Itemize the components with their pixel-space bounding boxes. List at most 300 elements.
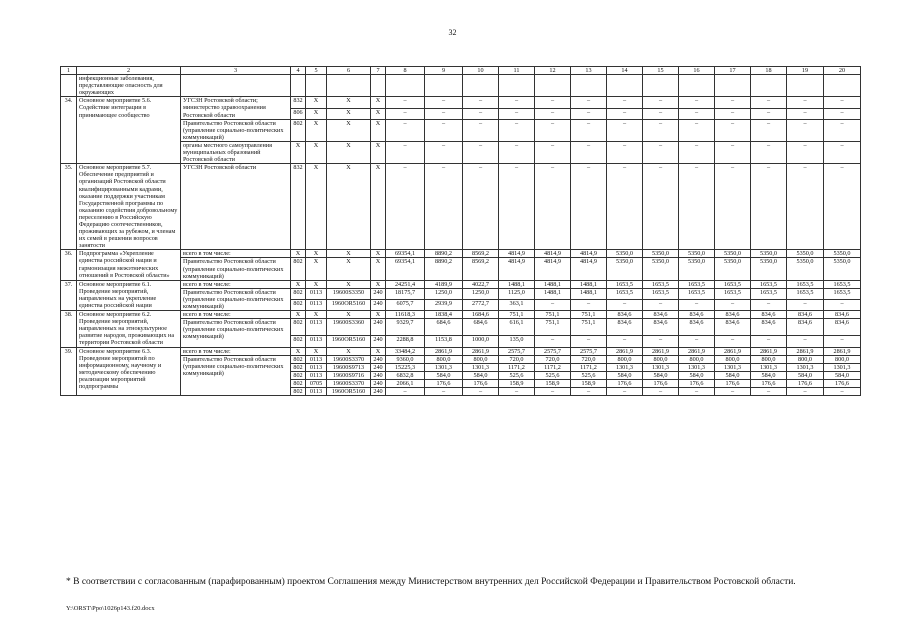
empty-cell <box>386 75 425 97</box>
value-cell: 15225,3 <box>386 363 425 371</box>
value-cell: 800,0 <box>679 355 715 363</box>
value-cell: Х <box>306 97 327 108</box>
value-cell: – <box>643 108 679 119</box>
value-cell: 2772,7 <box>463 299 499 310</box>
value-cell: 176,6 <box>787 379 824 387</box>
value-cell: 240 <box>371 379 386 387</box>
value-cell: – <box>787 299 824 310</box>
value-cell: 684,6 <box>463 319 499 336</box>
value-cell: 5350,0 <box>643 258 679 280</box>
value-cell: – <box>751 97 787 108</box>
value-cell: 1653,5 <box>643 280 679 288</box>
value-cell: 5350,0 <box>715 250 751 258</box>
value-cell: Х <box>306 164 327 250</box>
value-cell: 751,1 <box>535 319 571 336</box>
value-cell: – <box>425 119 463 141</box>
value-cell: Х <box>306 311 327 319</box>
value-cell: – <box>787 388 824 396</box>
row-number: 39. <box>61 347 77 396</box>
executor: органы местного самоуправления муниципальных образований Ростовской области <box>181 141 291 163</box>
value-cell: Х <box>291 250 306 258</box>
empty-cell <box>787 75 824 97</box>
value-cell: Х <box>291 311 306 319</box>
value-cell: – <box>571 164 607 250</box>
value-cell: 834,6 <box>751 319 787 336</box>
value-cell: Х <box>291 141 306 163</box>
header-cell: 3 <box>181 67 291 75</box>
value-cell: 834,6 <box>715 311 751 319</box>
value-cell: – <box>463 97 499 108</box>
value-cell: – <box>386 164 425 250</box>
value-cell: 2861,9 <box>463 347 499 355</box>
value-cell: Х <box>327 164 371 250</box>
value-cell: 834,6 <box>787 311 824 319</box>
value-cell: Х <box>327 347 371 355</box>
value-cell: 176,6 <box>643 379 679 387</box>
value-cell: 158,9 <box>535 379 571 387</box>
value-cell: 1171,2 <box>535 363 571 371</box>
header-cell: 7 <box>371 67 386 75</box>
value-cell: – <box>499 108 535 119</box>
value-cell: 158,9 <box>499 379 535 387</box>
value-cell: 19600S3370 <box>327 379 371 387</box>
value-cell: 9360,0 <box>386 355 425 363</box>
value-cell: – <box>751 336 787 347</box>
value-cell: 158,9 <box>571 379 607 387</box>
table-row <box>61 319 861 336</box>
executor: всего в том числе: <box>181 250 291 258</box>
value-cell: – <box>751 119 787 141</box>
value-cell: – <box>571 119 607 141</box>
value-cell: 1301,3 <box>425 363 463 371</box>
event-name: Подпрограмма «Укрепление единства российской нации и гармонизация межэтнических отношений в Ростовской области» <box>77 250 181 280</box>
value-cell: 8569,2 <box>463 258 499 280</box>
value-cell: – <box>535 141 571 163</box>
empty-cell <box>181 75 291 97</box>
value-cell: 240 <box>371 388 386 396</box>
value-cell: 0113 <box>306 371 327 379</box>
value-cell: 5350,0 <box>715 258 751 280</box>
value-cell: Х <box>306 119 327 141</box>
empty-cell <box>824 75 861 97</box>
value-cell: 19600S9713 <box>327 363 371 371</box>
value-cell: – <box>463 164 499 250</box>
header-cell: 4 <box>291 67 306 75</box>
value-cell: 5350,0 <box>607 250 643 258</box>
table-row <box>61 355 861 363</box>
value-cell: 1488,1 <box>571 288 607 299</box>
value-cell: 24251,4 <box>386 280 425 288</box>
value-cell: – <box>535 299 571 310</box>
value-cell: 1653,5 <box>787 288 824 299</box>
value-cell: 5350,0 <box>787 258 824 280</box>
header-cell: 11 <box>499 67 535 75</box>
value-cell: Х <box>291 347 306 355</box>
value-cell: 2066,1 <box>386 379 425 387</box>
value-cell: – <box>679 299 715 310</box>
value-cell: 832 <box>291 97 306 108</box>
value-cell: 4814,9 <box>499 258 535 280</box>
value-cell: 834,6 <box>824 319 861 336</box>
value-cell: – <box>715 299 751 310</box>
value-cell: – <box>607 141 643 163</box>
value-cell: 720,0 <box>535 355 571 363</box>
value-cell: 176,6 <box>425 379 463 387</box>
value-cell: 4814,9 <box>571 250 607 258</box>
value-cell: 1250,0 <box>463 288 499 299</box>
value-cell: – <box>715 97 751 108</box>
file-path: Y:\ORST\Ppo\1026p143.f20.docx <box>66 605 155 612</box>
value-cell: – <box>386 108 425 119</box>
empty-cell <box>306 75 327 97</box>
value-cell: 1653,5 <box>751 288 787 299</box>
value-cell: 834,6 <box>607 319 643 336</box>
value-cell: 1301,3 <box>715 363 751 371</box>
value-cell: 240 <box>371 299 386 310</box>
value-cell: 8569,2 <box>463 250 499 258</box>
value-cell: Х <box>291 280 306 288</box>
value-cell: Х <box>371 347 386 355</box>
value-cell: – <box>571 108 607 119</box>
value-cell: – <box>386 141 425 163</box>
value-cell: – <box>463 108 499 119</box>
value-cell: – <box>463 141 499 163</box>
value-cell: – <box>571 388 607 396</box>
value-cell: 1125,0 <box>499 288 535 299</box>
value-cell: 5350,0 <box>679 250 715 258</box>
executor: всего в том числе: <box>181 347 291 355</box>
value-cell: Х <box>327 311 371 319</box>
value-cell: – <box>715 164 751 250</box>
value-cell: – <box>463 388 499 396</box>
value-cell: 69354,1 <box>386 258 425 280</box>
value-cell: – <box>715 388 751 396</box>
value-cell: 1301,3 <box>607 363 643 371</box>
value-cell: 584,0 <box>679 371 715 379</box>
value-cell: – <box>679 388 715 396</box>
value-cell: 800,0 <box>751 355 787 363</box>
value-cell: 800,0 <box>425 355 463 363</box>
value-cell: – <box>787 97 824 108</box>
value-cell: 0113 <box>306 299 327 310</box>
value-cell: – <box>679 119 715 141</box>
value-cell: Х <box>371 250 386 258</box>
value-cell: Х <box>371 97 386 108</box>
value-cell: 0113 <box>306 288 327 299</box>
value-cell: – <box>499 119 535 141</box>
value-cell: 2861,9 <box>643 347 679 355</box>
value-cell: – <box>679 164 715 250</box>
value-cell: 1171,2 <box>499 363 535 371</box>
value-cell: 1653,5 <box>715 288 751 299</box>
value-cell: – <box>463 119 499 141</box>
header-cell: 17 <box>715 67 751 75</box>
header-cell: 19 <box>787 67 824 75</box>
value-cell: 802 <box>291 299 306 310</box>
footnote: * В соответствии с согласованным (парафированным) проектом Соглашения между Министерством внутренних дел Российской Федерации и Правительством Ростовской области. <box>66 577 796 587</box>
value-cell: 684,6 <box>425 319 463 336</box>
header-cell: 6 <box>327 67 371 75</box>
value-cell: – <box>824 119 861 141</box>
value-cell: 1301,3 <box>824 363 861 371</box>
value-cell: – <box>751 108 787 119</box>
header-cell: 8 <box>386 67 425 75</box>
value-cell: 2861,9 <box>824 347 861 355</box>
value-cell: 4814,9 <box>571 258 607 280</box>
value-cell: – <box>607 119 643 141</box>
value-cell: – <box>607 336 643 347</box>
event-name: Основное мероприятие 6.3. Проведение мероприятий по информационному, научному и методическому обеспечению реализации мероприятий подпрограммы <box>77 347 181 396</box>
row-number: 35. <box>61 164 77 250</box>
header-cell: 16 <box>679 67 715 75</box>
value-cell: 8890,2 <box>425 250 463 258</box>
value-cell: 834,6 <box>643 311 679 319</box>
event-name: инфекционные заболевания, представляющие опасность для окружающих <box>77 75 181 97</box>
value-cell: 1960OR5160 <box>327 336 371 347</box>
value-cell: Х <box>327 97 371 108</box>
value-cell: 5350,0 <box>643 250 679 258</box>
value-cell: 0113 <box>306 336 327 347</box>
value-cell: – <box>824 336 861 347</box>
value-cell: 0113 <box>306 388 327 396</box>
value-cell: 6832,8 <box>386 371 425 379</box>
value-cell: 832 <box>291 164 306 250</box>
value-cell: – <box>751 388 787 396</box>
event-name: Основное мероприятие 5.6. Содействие интеграции в принимающее сообщество <box>77 97 181 164</box>
executor: Правительство Ростовской области (управление социально-политических коммуникаций) <box>181 288 291 310</box>
header-cell: 13 <box>571 67 607 75</box>
header-cell: 12 <box>535 67 571 75</box>
value-cell: 800,0 <box>463 355 499 363</box>
value-cell: 720,0 <box>571 355 607 363</box>
value-cell: 800,0 <box>787 355 824 363</box>
value-cell: – <box>679 336 715 347</box>
empty-cell <box>607 75 643 97</box>
value-cell: – <box>607 299 643 310</box>
value-cell: 584,0 <box>425 371 463 379</box>
value-cell: 6075,7 <box>386 299 425 310</box>
table-row <box>61 288 861 299</box>
value-cell: 834,6 <box>643 319 679 336</box>
value-cell: – <box>535 164 571 250</box>
value-cell: 751,1 <box>571 319 607 336</box>
value-cell: – <box>571 299 607 310</box>
value-cell: 584,0 <box>715 371 751 379</box>
executor: Правительство Ростовской области (управление социально-политических коммуникаций) <box>181 355 291 395</box>
empty-cell <box>679 75 715 97</box>
header-row <box>61 67 861 75</box>
value-cell: – <box>386 97 425 108</box>
value-cell: 1960OR5160 <box>327 388 371 396</box>
value-cell: 1653,5 <box>607 280 643 288</box>
value-cell: 1153,8 <box>425 336 463 347</box>
value-cell: Х <box>306 258 327 280</box>
value-cell: 834,6 <box>679 311 715 319</box>
value-cell: 1653,5 <box>751 280 787 288</box>
empty-cell <box>327 75 371 97</box>
value-cell: 1653,5 <box>607 288 643 299</box>
value-cell: – <box>715 141 751 163</box>
value-cell: – <box>824 299 861 310</box>
table-row <box>61 97 861 108</box>
value-cell: 2861,9 <box>715 347 751 355</box>
value-cell: 1488,1 <box>535 288 571 299</box>
value-cell: – <box>643 164 679 250</box>
value-cell: – <box>499 388 535 396</box>
value-cell: 240 <box>371 363 386 371</box>
value-cell: 1171,2 <box>571 363 607 371</box>
value-cell: 584,0 <box>787 371 824 379</box>
value-cell: 240 <box>371 336 386 347</box>
value-cell: 0113 <box>306 363 327 371</box>
header-cell: 5 <box>306 67 327 75</box>
value-cell: 1301,3 <box>787 363 824 371</box>
value-cell: 2288,8 <box>386 336 425 347</box>
value-cell: 802 <box>291 355 306 363</box>
value-cell: – <box>643 299 679 310</box>
value-cell: 834,6 <box>679 319 715 336</box>
value-cell: 2575,7 <box>499 347 535 355</box>
value-cell: 751,1 <box>571 311 607 319</box>
executor: всего в том числе: <box>181 280 291 288</box>
value-cell: Х <box>327 250 371 258</box>
value-cell: Х <box>306 141 327 163</box>
value-cell: 5350,0 <box>824 258 861 280</box>
value-cell: 2939,9 <box>425 299 463 310</box>
value-cell: 19600S3370 <box>327 355 371 363</box>
value-cell: 176,6 <box>679 379 715 387</box>
empty-cell <box>643 75 679 97</box>
value-cell: Х <box>306 108 327 119</box>
executor: всего в том числе: <box>181 311 291 319</box>
value-cell: Х <box>371 119 386 141</box>
value-cell: – <box>607 164 643 250</box>
value-cell: 584,0 <box>824 371 861 379</box>
value-cell: – <box>787 119 824 141</box>
value-cell: 1960OR5160 <box>327 299 371 310</box>
value-cell: – <box>499 141 535 163</box>
value-cell: 135,0 <box>499 336 535 347</box>
value-cell: – <box>535 336 571 347</box>
value-cell: 1301,3 <box>463 363 499 371</box>
empty-cell <box>291 75 306 97</box>
value-cell: 800,0 <box>824 355 861 363</box>
value-cell: 834,6 <box>715 319 751 336</box>
value-cell: 584,0 <box>607 371 643 379</box>
value-cell: 1653,5 <box>679 280 715 288</box>
value-cell: 1301,3 <box>643 363 679 371</box>
value-cell: 802 <box>291 371 306 379</box>
value-cell: 2575,7 <box>571 347 607 355</box>
value-cell: – <box>607 388 643 396</box>
value-cell: 1684,6 <box>463 311 499 319</box>
value-cell: – <box>607 97 643 108</box>
value-cell: – <box>787 164 824 250</box>
value-cell: – <box>751 299 787 310</box>
value-cell: – <box>571 141 607 163</box>
header-cell: 14 <box>607 67 643 75</box>
value-cell: Х <box>371 258 386 280</box>
event-name: Основное мероприятие 5.7. Обеспечение предприятий и организаций Ростовской области квалифицированными кадрами, оказание поддержки участникам Государственной программы по оказанию содействия добровольному переселению в Российскую Федерацию соотечественников, проживающих за рубежом, и членам их семей в решении вопросов занятости <box>77 164 181 250</box>
row-number: 36. <box>61 250 77 280</box>
table-row <box>61 311 861 319</box>
value-cell: 800,0 <box>643 355 679 363</box>
empty-cell <box>535 75 571 97</box>
value-cell: – <box>643 388 679 396</box>
header-cell: 18 <box>751 67 787 75</box>
value-cell: 834,6 <box>787 319 824 336</box>
value-cell: 4189,9 <box>425 280 463 288</box>
value-cell: 2861,9 <box>607 347 643 355</box>
event-name: Основное мероприятие 6.2. Проведение мероприятий, направленных на этнокультурное развитие народов, проживающих на территории Ростовской области <box>77 311 181 347</box>
table-row <box>61 75 861 97</box>
table-body <box>61 67 861 396</box>
value-cell: 584,0 <box>463 371 499 379</box>
value-cell: 240 <box>371 288 386 299</box>
value-cell: 240 <box>371 371 386 379</box>
value-cell: 2861,9 <box>425 347 463 355</box>
value-cell: 240 <box>371 319 386 336</box>
executor: УГСЗН Ростовской области <box>181 164 291 250</box>
value-cell: – <box>386 119 425 141</box>
value-cell: 19600S9716 <box>327 371 371 379</box>
value-cell: – <box>824 388 861 396</box>
value-cell: – <box>643 119 679 141</box>
value-cell: Х <box>371 311 386 319</box>
value-cell: 19600S3360 <box>327 319 371 336</box>
header-cell: 15 <box>643 67 679 75</box>
value-cell: Х <box>327 108 371 119</box>
value-cell: Х <box>327 280 371 288</box>
value-cell: – <box>751 141 787 163</box>
value-cell: 1488,1 <box>535 280 571 288</box>
value-cell: – <box>499 164 535 250</box>
value-cell: 1838,4 <box>425 311 463 319</box>
value-cell: 525,6 <box>571 371 607 379</box>
value-cell: 4022,7 <box>463 280 499 288</box>
value-cell: 802 <box>291 258 306 280</box>
value-cell: – <box>571 97 607 108</box>
value-cell: 584,0 <box>643 371 679 379</box>
value-cell: 806 <box>291 108 306 119</box>
row-number: 37. <box>61 280 77 310</box>
value-cell: 1653,5 <box>824 280 861 288</box>
value-cell: 9329,7 <box>386 319 425 336</box>
value-cell: – <box>386 388 425 396</box>
value-cell: 2861,9 <box>751 347 787 355</box>
value-cell: Х <box>371 141 386 163</box>
row-number <box>61 75 77 97</box>
value-cell: 1653,5 <box>679 288 715 299</box>
value-cell: – <box>535 108 571 119</box>
value-cell: 1301,3 <box>751 363 787 371</box>
value-cell: Х <box>371 108 386 119</box>
table-row <box>61 280 861 288</box>
value-cell: 1653,5 <box>643 288 679 299</box>
value-cell: Х <box>306 280 327 288</box>
value-cell: 1653,5 <box>715 280 751 288</box>
row-number: 38. <box>61 311 77 347</box>
value-cell: – <box>643 141 679 163</box>
value-cell: – <box>787 336 824 347</box>
table-row <box>61 164 861 250</box>
executor: Правительство Ростовской области (управление социально-политических коммуникаций) <box>181 319 291 347</box>
page-number: 32 <box>448 28 457 37</box>
value-cell: 8890,2 <box>425 258 463 280</box>
value-cell: – <box>499 97 535 108</box>
value-cell: 5350,0 <box>751 258 787 280</box>
header-cell: 2 <box>77 67 181 75</box>
